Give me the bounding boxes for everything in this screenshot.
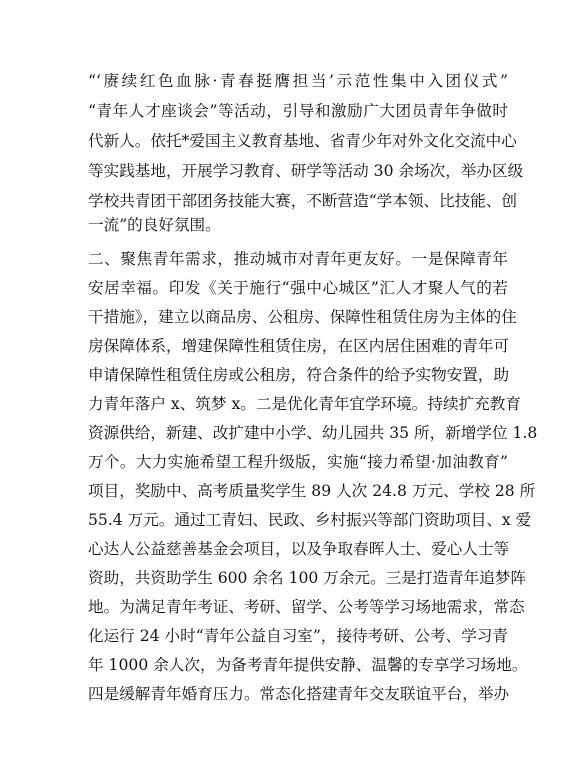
section-heading-line: 二、聚焦青年需求，推动城市对青年更友好。一是保障青年	[88, 250, 508, 268]
text-line: 力青年落户 x、筑梦 x。二是优化青年宜学环境。持续扩充教育	[88, 395, 521, 413]
text-line: 代新人。依托*爱国主义教育基地、省青少年对外文化交流中心	[88, 132, 517, 150]
text-line: 房保障体系，增建保障性租赁住房，在区内居住困难的青年可	[88, 337, 510, 355]
text-line: “青年人才座谈会”等活动，引导和激励广大团员青年争做时	[88, 102, 508, 120]
text-line: 四是缓解青年婚育压力。常态化搭建青年交友联谊平台，举办	[88, 685, 510, 703]
text-line: 万个。大力实施希望工程升级版，实施“接力希望·加油教育”	[88, 453, 508, 471]
text-line: 资助，共资助学生 600 余名 100 万余元。三是打造青年追梦阵	[88, 569, 527, 587]
text-line: 学校共青团干部团务技能大赛，不断营造“学本领、比技能、创	[88, 192, 518, 210]
text-line: 申请保障性租赁住房或公租房，符合条件的给予实物安置，助	[88, 366, 510, 384]
text-line: 等实践基地，开展学习教育、研学等活动 30 余场次，举办区级	[88, 162, 524, 180]
text-line: 一流”的良好氛围。	[88, 216, 221, 234]
text-line: 干措施》，建立以商品房、公租房、保障性租赁住房为主体的住	[88, 308, 517, 326]
text-line: 地。为满足青年考证、考研、留学、公考等学习场地需求，常态	[88, 598, 525, 616]
text-line: “‘赓续红色血脉·青春挺膺担当’示范性集中入团仪式”	[88, 72, 508, 90]
text-line: 化运行 24 小时“青年公益自习室”，接待考研、公考、学习青	[88, 627, 508, 645]
text-line: 55.4 万元。通过工青妇、民政、乡村振兴等部门资助项目、x 爱	[88, 511, 532, 529]
text-line: 心达人公益慈善基金会项目，以及争取春晖人士、爱心人士等	[88, 540, 510, 558]
text-line: 年 1000 余人次，为备考青年提供安静、温馨的专享学习场地。	[88, 656, 528, 674]
text-line: 安居幸福。印发《关于施行“强中心城区”汇人才聚人气的若	[88, 279, 508, 297]
text-line: 资源供给，新建、改扩建中小学、幼儿园共 35 所，新增学位 1.8	[88, 424, 538, 442]
text-line: 项目，奖励中、高考质量奖学生 89 人次 24.8 万元、学校 28 所	[88, 482, 536, 500]
